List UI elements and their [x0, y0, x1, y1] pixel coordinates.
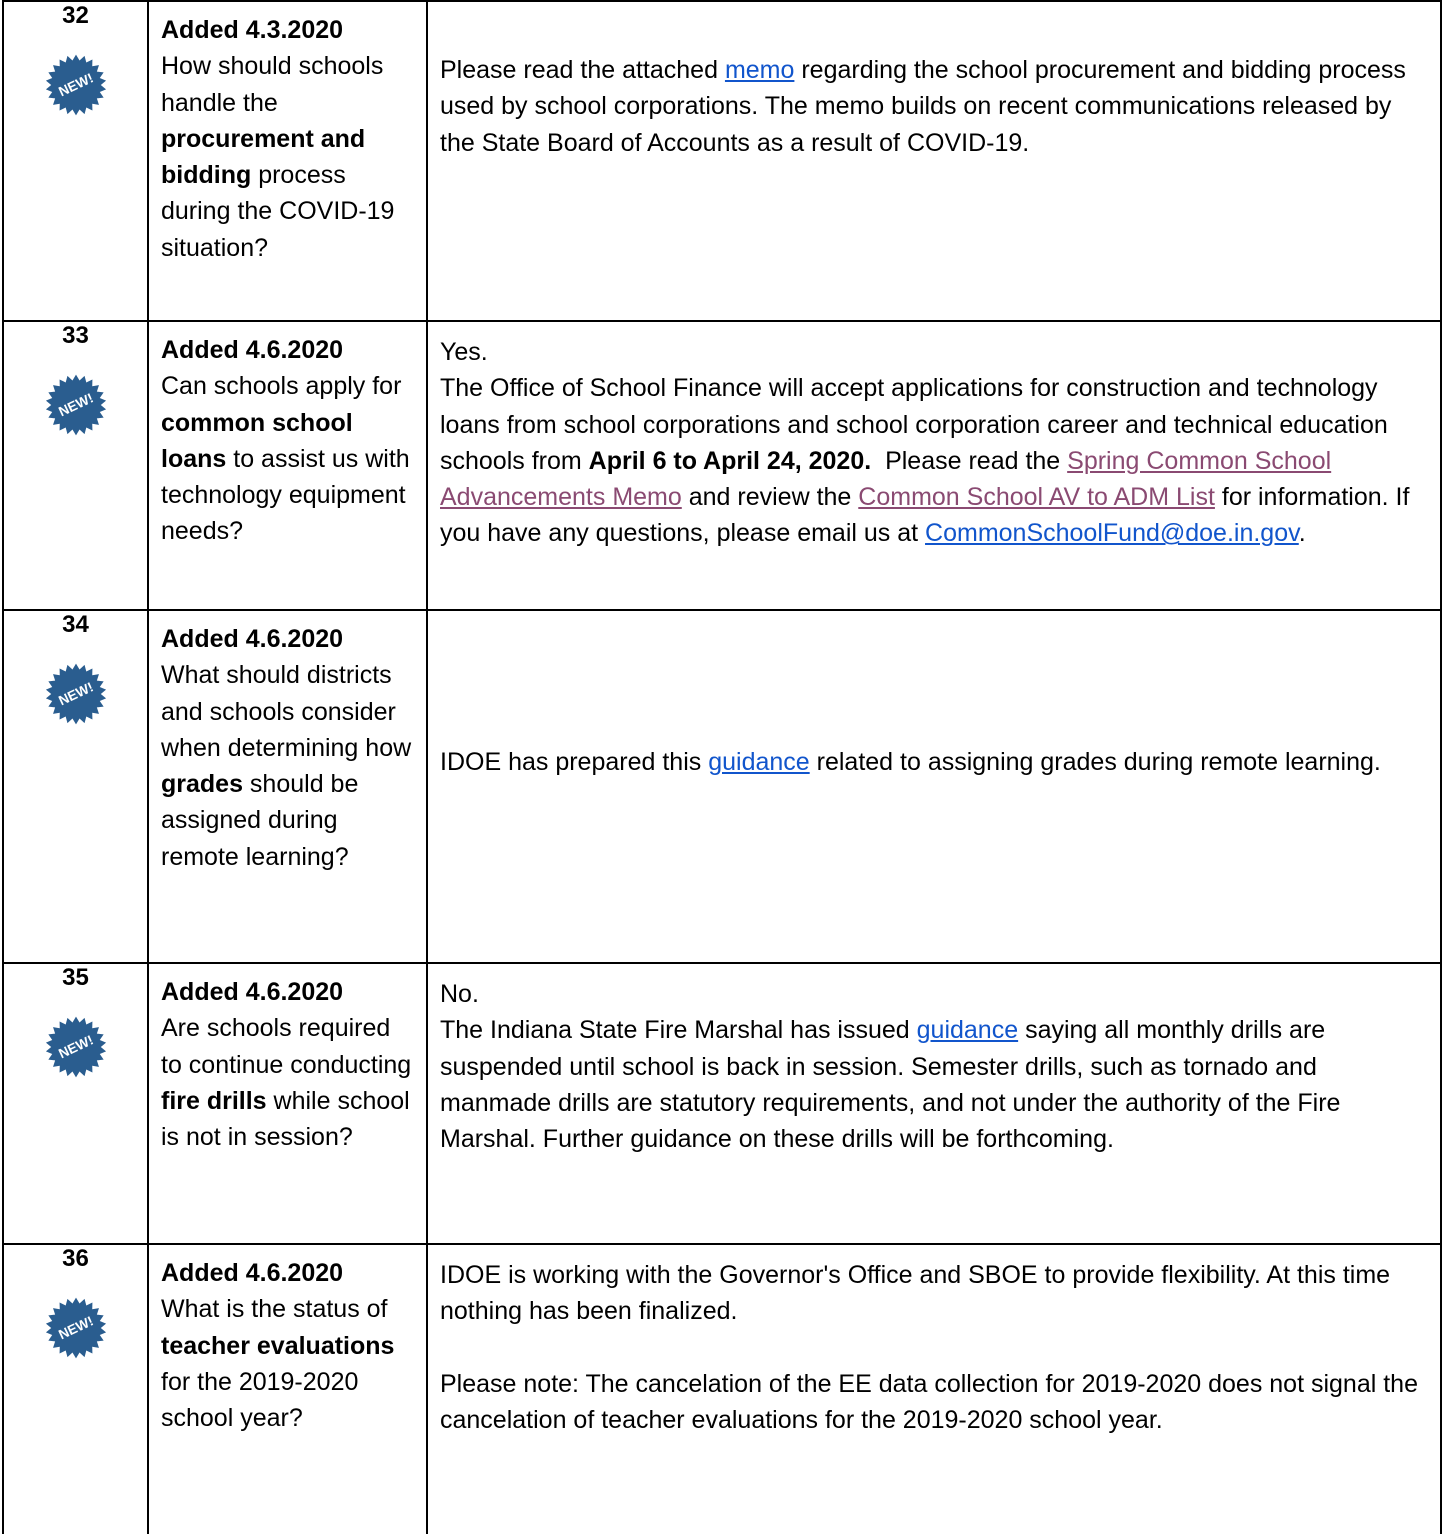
answer-text: and review the [681, 483, 859, 512]
question-keyword: procurement and bidding [161, 124, 366, 190]
faq-row-34 [3, 610, 1441, 963]
answer-text: IDOE has prepared this [440, 748, 709, 777]
row-number-cell [3, 1, 148, 321]
fire-marshal-guidance-link[interactable]: guidance [916, 1016, 1019, 1045]
question-keyword: grades [161, 770, 243, 799]
question-text: What is the status of [161, 1295, 388, 1324]
spring-memo-link[interactable]: Spring Common School Advancements Memo [440, 446, 1332, 512]
row-number-cell [3, 610, 148, 963]
faq-row-35 [3, 963, 1441, 1244]
email-link[interactable]: CommonSchoolFund@doe.in.gov [925, 519, 1299, 548]
answer-cell [427, 321, 1441, 610]
question-text: should be assigned during remote learning? [161, 770, 359, 871]
question-text: Are schools required to continue conducting [161, 1014, 412, 1079]
answer-no: No. [440, 980, 479, 1008]
new-badge-icon [45, 54, 107, 116]
answer-text: The Indiana State Fire Marshal has issued [440, 1016, 917, 1045]
new-badge-icon [45, 1297, 107, 1359]
answer-cell [427, 1, 1441, 321]
question-text: How should schools handle the [161, 52, 384, 117]
row-number: 32 [62, 2, 89, 29]
memo-link[interactable]: memo [724, 56, 795, 84]
row-number-cell [3, 321, 148, 610]
added-date: Added 4.6.2020 [161, 978, 344, 1006]
answer-text: related to assigning grades during remote learning. [809, 748, 1381, 777]
badge-text: NEW! [55, 390, 96, 420]
answer-text: The Office of School Finance will accept applications for construction and technology loans from school corporations and school corporation career and technical education schools from [440, 374, 1388, 475]
question-text: Can schools apply for [161, 372, 402, 401]
row-number: 36 [62, 1245, 89, 1272]
question-cell [148, 321, 427, 610]
answer-paragraph-2: Please note: The cancelation of the EE data collection for 2019-2020 does not signal the cancelation of teacher evaluations for the 2019-2020 school year. [440, 1369, 1418, 1434]
added-date: Added 4.3.2020 [161, 16, 344, 44]
badge-text: NEW! [55, 679, 96, 709]
question-text: process during the COVID-19 situation? [161, 161, 395, 262]
answer-text: for information. If you have any questions, please email us at [440, 483, 1410, 548]
row-number: 33 [62, 322, 89, 349]
question-text: What should districts and schools consider when determining how [161, 661, 412, 762]
faq-row-33 [3, 321, 1441, 610]
answer-cell [427, 963, 1441, 1244]
question-text: while school is not in session? [161, 1086, 410, 1152]
question-text: for the 2019-2020 school year? [161, 1367, 359, 1433]
answer-text: Please read the [871, 446, 1068, 475]
answer-text: saying all monthly drills are suspended until school is back in session. Semester drills, such as tornado and manmade drills are statutory requirements, and not under the authority of the Fire Marshal. Further guidance on these drills will be forthcoming. [440, 1016, 1341, 1154]
added-date: Added 4.6.2020 [161, 625, 344, 653]
question-cell [148, 1244, 427, 1534]
added-date: Added 4.6.2020 [161, 1259, 344, 1287]
faq-row-32 [3, 1, 1441, 321]
row-number-cell [3, 1244, 148, 1534]
answer-paragraph-1: IDOE is working with the Governor's Office and SBOE to provide flexibility. At this time nothing has been finalized. [440, 1261, 1391, 1326]
grades-guidance-link[interactable]: guidance [708, 748, 810, 777]
badge-text: NEW! [55, 1313, 96, 1343]
question-cell [148, 1, 427, 321]
question-keyword: fire drills [161, 1086, 267, 1115]
row-number: 35 [62, 964, 89, 991]
added-date: Added 4.6.2020 [161, 336, 344, 364]
faq-row-36 [3, 1244, 1441, 1534]
row-number-cell [3, 963, 148, 1244]
question-keyword: common school loans [161, 408, 353, 473]
answer-yes: Yes. [440, 338, 488, 366]
new-badge-icon [45, 1016, 107, 1078]
answer-text: regarding the school procurement and bidding process used by school corporations. The memo builds on recent communications released by the State Board of Accounts as a result of COVID-19. [440, 56, 1406, 157]
answer-dates: April 6 to April 24, 2020. [588, 446, 872, 475]
badge-text: NEW! [55, 1032, 96, 1062]
faq-table [2, 0, 1442, 1534]
answer-text: Please read the attached [440, 56, 725, 84]
question-cell [148, 610, 427, 963]
question-keyword: teacher evaluations [161, 1331, 395, 1360]
badge-text: NEW! [55, 70, 96, 100]
av-adm-list-link[interactable]: Common School AV to ADM List [858, 483, 1215, 512]
answer-text: . [1298, 519, 1306, 548]
new-badge-icon [45, 374, 107, 436]
question-cell [148, 963, 427, 1244]
row-number: 34 [62, 611, 89, 638]
answer-cell [427, 1244, 1441, 1534]
answer-cell [427, 610, 1441, 963]
question-text: to assist us with technology equipment needs? [161, 444, 410, 546]
new-badge-icon [45, 663, 107, 725]
paragraph-spacer [440, 1330, 1430, 1366]
